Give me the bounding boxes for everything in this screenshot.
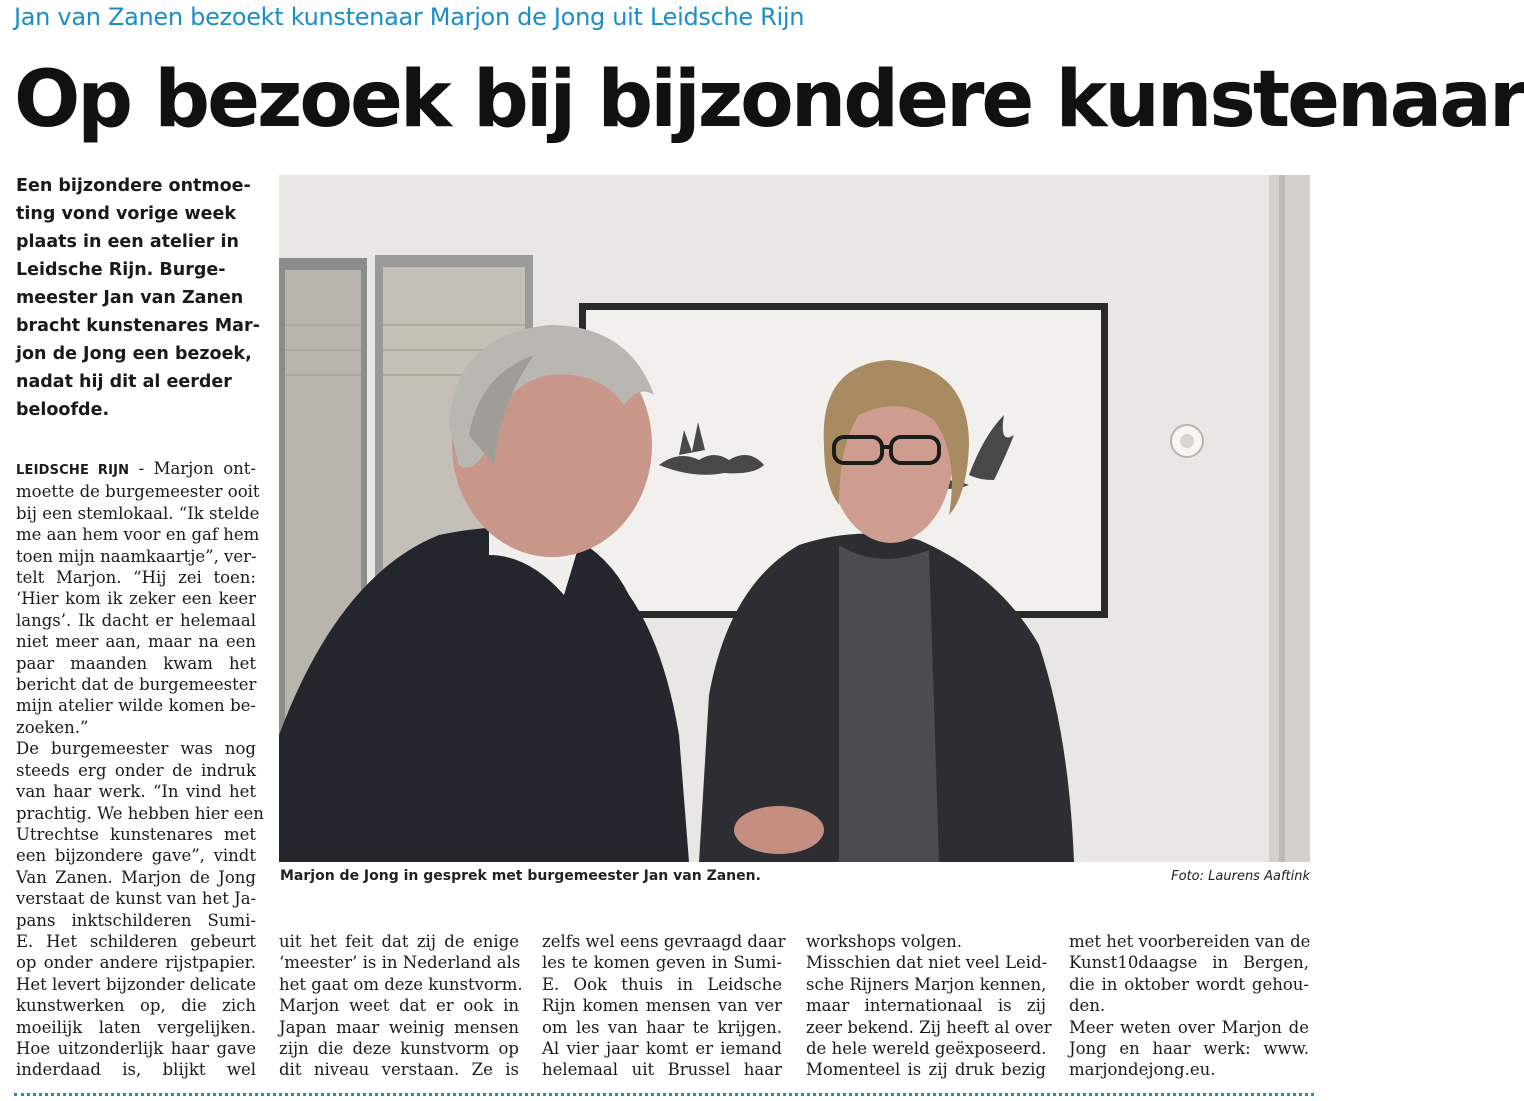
body-line: den. [1069, 996, 1106, 1016]
body-line: uit het feit dat zij de enige [279, 932, 519, 951]
body-line: Van Zanen. Marjon de Jong [16, 867, 256, 887]
body-column-5 [1069, 931, 1309, 1081]
body-column-2 [279, 931, 523, 1081]
body-line: moeilijk laten vergelijken. [16, 1017, 256, 1037]
body-line: bericht dat de burgemeester [16, 675, 257, 695]
body-line: van haar werk. “In vind het [16, 782, 256, 802]
body-line: Marjon weet dat er ook in [279, 996, 519, 1016]
body-line: steeds erg onder de indruk [16, 760, 256, 780]
intro-line: nadat hij dit al eerder [16, 372, 232, 392]
body-line: Utrechtse kunstenares met [16, 824, 256, 844]
body-column-3 [542, 931, 786, 1081]
body-line: een bijzondere gave”, vindt [16, 846, 256, 866]
body-line: Al vier jaar komt er iemand [542, 1039, 782, 1059]
body-line: Kunst10daagse in Bergen, [1069, 953, 1309, 973]
body-line: pans inktschilderen Sumi- [16, 910, 256, 930]
body-line: workshops volgen. [806, 932, 962, 951]
photo-caption: Marjon de Jong in gesprek met burgemeester Jan van Zanen. [280, 868, 761, 884]
intro-line: Leidsche Rijn. Burge- [16, 260, 226, 280]
body-line: zoeken.” [16, 717, 89, 737]
body-line: kunstwerken op, die zich [16, 996, 256, 1016]
article-headline: Op bezoek bij bijzondere kunstenaar [14, 55, 1524, 145]
body-line: op onder andere rijstpapier. [16, 953, 256, 973]
body-line: E. Ook thuis in Leidsche [542, 974, 782, 994]
body-line: zeer bekend. Zij heeft al over [806, 1017, 1052, 1037]
body-line: langs’. Ik dacht er helemaal [16, 610, 256, 630]
body-line: ‘meester’ is in Nederland als [279, 953, 521, 973]
intro-line: bracht kunstenares Mar- [16, 316, 260, 336]
body-line: om les van haar te krijgen. [542, 1017, 782, 1037]
body-line: de hele wereld geëxposeerd. [806, 1039, 1047, 1059]
body-line: verstaat de kunst van het Ja- [16, 889, 257, 909]
body-line: mijn atelier wilde komen be- [16, 696, 256, 716]
body-line: zelfs wel eens gevraagd daar [542, 932, 786, 951]
body-line: Misschien dat niet veel Leid- [806, 953, 1048, 973]
body-line: met het voorbereiden van de [1069, 932, 1311, 951]
body-line: Het levert bijzonder delicate [16, 974, 256, 994]
body-line: die in oktober wordt gehou- [1069, 974, 1309, 994]
body-line: Rijn komen mensen van ver [542, 996, 782, 1016]
article-kicker: Jan van Zanen bezoekt kunstenaar Marjon de Jong uit Leidsche Rijn [14, 3, 805, 31]
intro-line: plaats in een atelier in [16, 232, 239, 252]
body-line: Meer weten over Marjon de [1069, 1017, 1309, 1037]
body-line: Jong en haar werk: www. [1069, 1039, 1309, 1059]
body-line: De burgemeester was nog [16, 739, 256, 759]
photo-illustration [279, 175, 1310, 862]
body-line-text: - Marjon ont- [129, 459, 256, 478]
body-line: Japan maar weinig mensen [279, 1017, 519, 1037]
body-line: het gaat om deze kunstvorm. [279, 974, 523, 994]
intro-line: jon de Jong een bezoek, [16, 344, 252, 364]
article-intro [16, 172, 260, 424]
photo-caption-bar [280, 868, 1310, 890]
body-line: prachtig. We hebben hier een [16, 803, 264, 823]
intro-line: Een bijzondere ontmoe- [16, 176, 251, 196]
body-line: me aan hem voor en gaf hem [16, 525, 260, 545]
body-line: ‘Hier kom ik zeker een keer [16, 589, 256, 609]
body-line: moette de burgemeester ooit [16, 482, 260, 502]
intro-line: ting vond vorige week [16, 204, 237, 224]
footer-dotted-divider [14, 1093, 1314, 1096]
photo-credit: Foto: Laurens Aaftink [1171, 869, 1310, 884]
body-line: niet meer aan, maar na een [16, 632, 256, 652]
body-line: maar internationaal is zij [806, 996, 1046, 1016]
body-line: toen mijn naamkaartje”, ver- [16, 546, 257, 566]
body-line: Momenteel is zij druk bezig [806, 1060, 1046, 1080]
body-line: inderdaad is, blijkt wel [16, 1060, 256, 1080]
body-line: les te komen geven in Sumi- [542, 953, 782, 973]
intro-line: meester Jan van Zanen [16, 288, 244, 308]
article-photo [279, 175, 1310, 862]
body-line: paar maanden kwam het [16, 653, 256, 673]
body-line: E. Het schilderen gebeurt [16, 931, 256, 951]
body-column-4 [806, 931, 1052, 1081]
intro-line: beloofde. [16, 400, 110, 420]
body-line: zijn die deze kunstvorm op [279, 1039, 519, 1059]
body-line: bij een stemlokaal. “Ik stelde [16, 503, 260, 523]
body-line: sche Rijners Marjon kennen, [806, 974, 1047, 994]
body-line: dit niveau verstaan. Ze is [279, 1060, 519, 1080]
body-line: marjondejong.eu. [1069, 1060, 1216, 1080]
body-column-1 [16, 458, 264, 1081]
body-line [16, 458, 256, 481]
body-line: telt Marjon. “Hij zei toen: [16, 568, 256, 588]
dateline: LEIDSCHE RIJN [16, 463, 130, 478]
body-line: helemaal uit Brussel haar [542, 1060, 782, 1080]
body-line: Hoe uitzonderlijk haar gave [16, 1038, 256, 1058]
